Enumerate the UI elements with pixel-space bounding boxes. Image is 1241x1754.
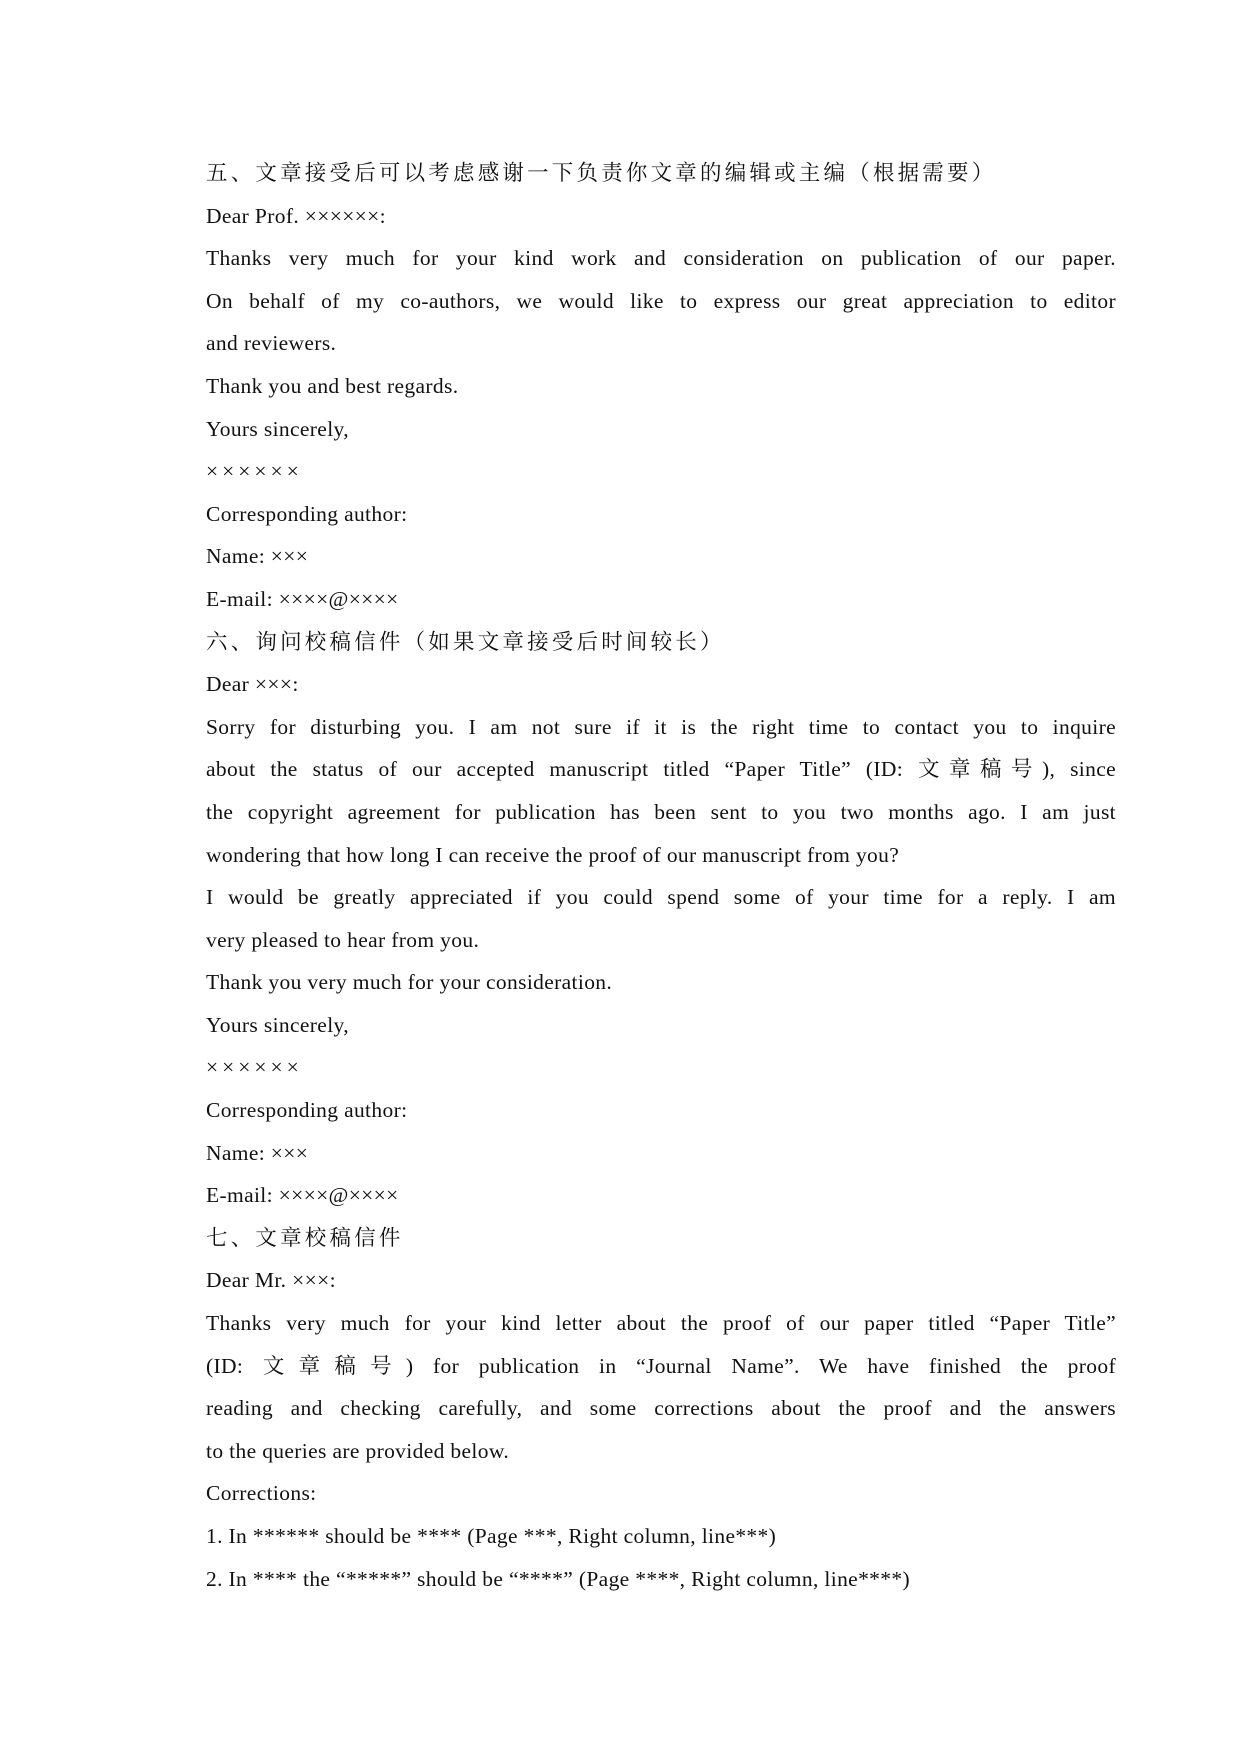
closing-line: Thank you very much for your consideration. (206, 970, 613, 995)
body-line: Sorry for disturbing you. I am not sure if it is the right time to contact you to inquire (206, 714, 1116, 739)
body-line: wondering that how long I can receive the proof of our manuscript from you? (206, 842, 900, 867)
section-heading-6: 六、询问校稿信件（如果文章接受后时间较长） (206, 629, 725, 654)
salutation: Dear Prof. ××××××: (206, 203, 386, 228)
body-line: I would be greatly appreciated if you could spend some of your time for a reply. I am (206, 885, 1116, 910)
valediction: Yours sincerely, (206, 1012, 349, 1037)
body-line: and reviewers. (206, 331, 337, 356)
body-line: to the queries are provided below. (206, 1438, 510, 1463)
salutation: Dear Mr. ×××: (206, 1268, 336, 1293)
body-line: very pleased to hear from you. (206, 927, 480, 952)
signature-placeholder: ×××××× (206, 459, 303, 484)
body-line: the copyright agreement for publication has been sent to you two months ago. I am just (206, 799, 1116, 824)
body-line: reading and checking carefully, and some corrections about the proof and the answers (206, 1396, 1116, 1421)
author-email: E-mail: ××××@×××× (206, 586, 399, 611)
correction-item: 2. In **** the “*****” should be “****” (Page ****, Right column, line****) (206, 1566, 910, 1591)
author-email: E-mail: ××××@×××× (206, 1183, 399, 1208)
body-line: On behalf of my co-authors, we would like to express our great appreciation to editor (206, 288, 1116, 313)
body-line: about the status of our accepted manuscript titled “Paper Title” (ID: 文章稿号), since (206, 757, 1116, 782)
section-heading-7: 七、文章校稿信件 (206, 1225, 404, 1250)
closing-line: Thank you and best regards. (206, 373, 459, 398)
salutation: Dear ×××: (206, 672, 299, 697)
document-body (206, 152, 1116, 1600)
section-heading-5: 五、文章接受后可以考虑感谢一下负责你文章的编辑或主编（根据需要） (206, 161, 997, 185)
corresponding-author-label: Corresponding author: (206, 501, 408, 526)
correction-item: 1. In ****** should be **** (Page ***, Right column, line***) (206, 1524, 777, 1548)
corrections-label: Corrections: (206, 1481, 317, 1506)
author-name: Name: ××× (206, 544, 309, 569)
corresponding-author-label: Corresponding author: (206, 1098, 408, 1123)
body-line: Thanks very much for your kind work and consideration on publication of our paper. (206, 246, 1116, 271)
body-line: Thanks very much for your kind letter about the proof of our paper titled “Paper Title” (206, 1311, 1116, 1336)
signature-placeholder: ×××××× (206, 1055, 303, 1080)
author-name: Name: ××× (206, 1140, 309, 1165)
valediction: Yours sincerely, (206, 416, 349, 441)
body-line: (ID: 文章稿号) for publication in “Journal Name”. We have finished the proof (206, 1353, 1116, 1378)
